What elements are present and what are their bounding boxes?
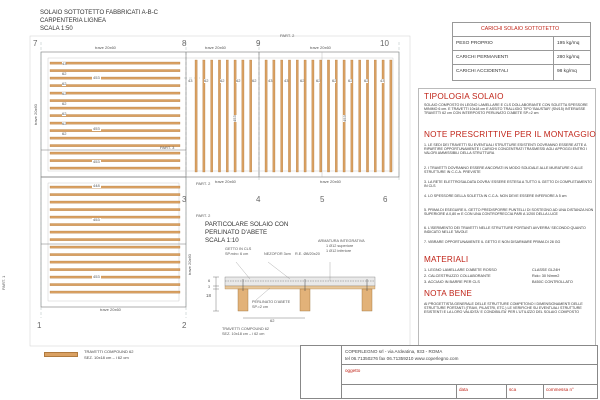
spacing-dimension: 62: [62, 111, 67, 116]
span-dimension: 453: [93, 159, 100, 164]
company-contact: tel 06.71350276 fax 06.71359210 www.coperlegno.com: [345, 356, 459, 361]
drawing-title: SOLAIO SOTTOTETTO FABBRICATI A-B-C: [40, 10, 159, 16]
load-row-value: 280 kg/mq: [557, 55, 580, 60]
montaggio-item: 1. LE SEDI DEI TRAVETTI SU EVENTUALI STRUTTURE ESISTENTI DOVRANNO ESSERE ATTE A RIPARTIRE OPPORTUNAMENTE I CARICHI CONCENTRATI TRASMESSI AGLI APPOGGI ENTRO I VALORI AMMISSIBILI DELLA STRUTTURA: [424, 143, 588, 156]
span-dimension: 453: [342, 115, 347, 122]
montaggio-item: 2. I TRAVETTI DOVRANNO ESSERE ANCORATI IN MODO SOLIDALE ALLE MURATURE O ALLE STRUTTURE IN C.C.A. PREVISTE: [424, 166, 583, 175]
load-row-label: CARICHI PERMANENTI: [456, 55, 509, 60]
legend-section: SEZ. 10x18 cm – i 62 cm: [84, 355, 129, 360]
spacing-dimension: 43: [380, 78, 385, 83]
span-dimension: 448: [93, 183, 100, 188]
date-label: data: [459, 387, 468, 392]
materiale-class: CLASSE GL24H: [532, 268, 561, 272]
spacing-dimension: 62: [62, 91, 67, 96]
spacing-dimension: 62: [252, 78, 257, 83]
montaggio-item: 6. L'ISERIMENTO DEI TRAVETTI NELLE STRUTTURE PORTANTI AVVERRA' SECONDO QUANTO INDICATO NELLE TAVOLE: [424, 226, 586, 235]
detail-title: PARTICOLARE SOLAIO CON: [205, 221, 289, 228]
detail-title-2: PERLINATO D'ABETE: [205, 229, 268, 236]
nota-bene-text: AI PROGETTISTA GENERALE DELLE STRUTTURE COMPETONO I DIMENSIONAMENTI DELLE STRUTTURE PORTANTI (TRAVI, PILASTRI, ETC.) LE VERIFICHE SU EVENTUALI STRUTTURE ESISTENTI E LA LORO VALIDITA' E CONDIBILITA' PER L'UTILIZZO DEL SOLAIO COMPOSTO: [424, 302, 583, 315]
nota-bene-heading: NOTA BENE: [424, 289, 473, 298]
tipologia-text: SOLAIO COMPOSTO IN LEGNO LAMELLARE E CLS DOLLABORANTE CON SOLETTA SPESSORE MINIMO 6 cm. E TRAVETTI 10x18 cm E ASSITO TRALLIGIO TIPO 'BAUSTAR' (SN/15) INTERASSE TRAVETTI 62 cm CON INTERPOSTO PERLINATO D'ABETE SP.=2 cm: [424, 103, 588, 116]
beam-label: trave 20x60: [205, 45, 226, 50]
span-dimension: 453: [93, 126, 100, 131]
detail-label-getto-sp: SP.min= 6 cm: [225, 252, 249, 256]
beam-label: trave 20x60: [95, 45, 116, 50]
part-label: PART. 2: [196, 213, 211, 218]
detail-label-arm2: 1 Ø12 inferiore: [326, 249, 352, 253]
load-row-value: 98 kg/mq: [557, 69, 577, 74]
load-row-label: CARICHI ACCIDENTALI: [456, 69, 509, 74]
span-dimension: 453: [93, 274, 100, 279]
span-dimension: 453: [232, 115, 237, 122]
spacing-dimension: 62: [62, 131, 67, 136]
spacing-dimension: 62: [204, 78, 209, 83]
detail-label-travetti: TRAVETTI COMPOUND 62: [222, 327, 269, 331]
spacing-dimension: 43: [284, 78, 289, 83]
spacing-dimension: 62: [348, 78, 353, 83]
detail-label-perlinato-sp: SP.=2 cm: [252, 305, 269, 309]
grid-number-4: 4: [256, 195, 261, 204]
detail-label-travetti-sez: SEZ. 10x18 cm – i 62 cm: [222, 332, 265, 336]
grid-number-1: 1: [37, 321, 42, 330]
load-row-value: 195 kg/mq: [557, 41, 580, 46]
beam-label: trave 20x60: [100, 307, 121, 312]
spacing-dimension: 62: [220, 78, 225, 83]
materiali-heading: MATERIALI: [424, 255, 469, 264]
materiale-name: 3. ACCIAIO IN BARRE PER CLS: [424, 280, 480, 284]
drawing-scale: SCALA 1:50: [40, 26, 73, 32]
spacing-dimension: 62: [300, 78, 305, 83]
detail-dim-vertical: 18: [206, 293, 212, 298]
spacing-dimension: 43: [62, 61, 67, 66]
grid-number-2: 2: [182, 321, 187, 330]
spacing-dimension: 62: [62, 71, 67, 76]
materiale-name: 1. LEGNO LAMELLARE D'ABETE ROSSO: [424, 268, 497, 272]
montaggio-item: 7. VIBRARE OPPORTUNAMENTE IL GETTO E NON DISARMARE PRIMA DI 28 GG: [424, 240, 561, 244]
company-name: COPERLEGNO srl - via Ardeatina, 933 - ROMA: [345, 349, 443, 354]
grid-number-3: 3: [182, 195, 187, 204]
part-label: PART. 3: [160, 145, 175, 150]
detail-dim-62: 62: [270, 318, 275, 323]
detail-dim-vertical: 6: [208, 278, 211, 283]
detail-label-armatura: ARMATURA INTEGRATIVA: [318, 239, 365, 243]
materiale-name: 2. CALCESTRUZZO COLLABORANTE: [424, 274, 491, 278]
spacing-dimension: 62: [332, 78, 337, 83]
detail-label-getto: GETTO IN CLS: [225, 247, 252, 251]
oggetto-label: oggetto: [345, 368, 361, 373]
detail-scale: SCALA 1:10: [205, 237, 239, 244]
montaggio-item: 4. LO SPESSORE DELLA SOLETTA IN C.C.A. NON DEVE ESSERE INFERIORE A 5 cm: [424, 194, 567, 198]
legend-label: TRAVETTI COMPOUND 62: [84, 349, 134, 354]
spacing-dimension: 43: [188, 78, 193, 83]
load-table-title: CARICHI SOLAIO SOTTOTETTO: [481, 26, 560, 32]
load-table: [452, 22, 591, 81]
materiale-class: B450C CONTROLLATO: [532, 280, 573, 284]
scale-label: sca: [509, 387, 517, 392]
tipologia-heading: TIPOLOGIA SOLAIO: [424, 92, 504, 101]
part-label: PART. 2: [196, 181, 211, 186]
grid-number-6: 6: [383, 195, 388, 204]
load-row-label: PESO PROPRIO: [456, 41, 493, 46]
logo-cell: [301, 346, 342, 398]
span-dimension: 453: [93, 75, 100, 80]
montaggio-item: 5. PRIMA DI ESEGUIRE IL GETTO PREDISPORRE PUNTELLI DI SOSTEGNO AD UNA DISTANZA NON SUPERIORE A 0,80 m E CON UNA CONTROFRECCIA PARI A 1/200 DELLA LUCE: [424, 208, 594, 217]
spacing-dimension: 62: [62, 81, 67, 86]
materiale-class: Rck= 30 N/mm2: [532, 274, 560, 278]
span-dimension: 453: [93, 217, 100, 222]
spacing-dimension: 62: [364, 78, 369, 83]
part-label: PART. 1: [1, 275, 6, 290]
beam-label: trave 20x60: [215, 179, 236, 184]
grid-number-9: 9: [256, 39, 261, 48]
beam-label: trave 20x60: [33, 104, 38, 125]
detail-label-perlinato: PERLINATO D'ABETE: [252, 300, 291, 304]
grid-number-8: 8: [182, 39, 187, 48]
spacing-dimension: 62: [62, 101, 67, 106]
grid-number-10: 10: [380, 39, 389, 48]
spacing-dimension: 62: [62, 121, 67, 126]
beam-label: trave 20x60: [187, 254, 192, 275]
beam-label: trave 20x60: [320, 179, 341, 184]
grid-number-5: 5: [320, 195, 325, 204]
drawing-subtitle: CARPENTERIA LIGNEA: [40, 18, 107, 24]
montaggio-heading: NOTE PRESCRITTIVE PER IL MONTAGGIO: [424, 130, 596, 139]
detail-dim-vertical: 3: [208, 285, 210, 289]
beam-label: trave 20x60: [310, 45, 331, 50]
spacing-dimension: 62: [236, 78, 241, 83]
commessa-label: commessa n°: [546, 387, 574, 392]
spacing-dimension: 62: [316, 78, 321, 83]
montaggio-item: 3. LA RETE ELETTROSALDATA DOVRA' ESSERE ESTESA A TUTTO IL GETTO DI COMPLETAMENTO IN CLS: [424, 180, 593, 189]
title-block: [300, 345, 598, 399]
detail-label-arm1: 1 Ø12 superiore: [326, 244, 354, 248]
grid-number-7: 7: [33, 39, 38, 48]
detail-label-nezo: NEZOFOR 3cm: [264, 252, 291, 256]
part-label: PART. 2: [280, 33, 295, 38]
spacing-dimension: 43: [268, 78, 273, 83]
detail-label-rete: R.E. Ø8/20x20: [295, 252, 320, 256]
